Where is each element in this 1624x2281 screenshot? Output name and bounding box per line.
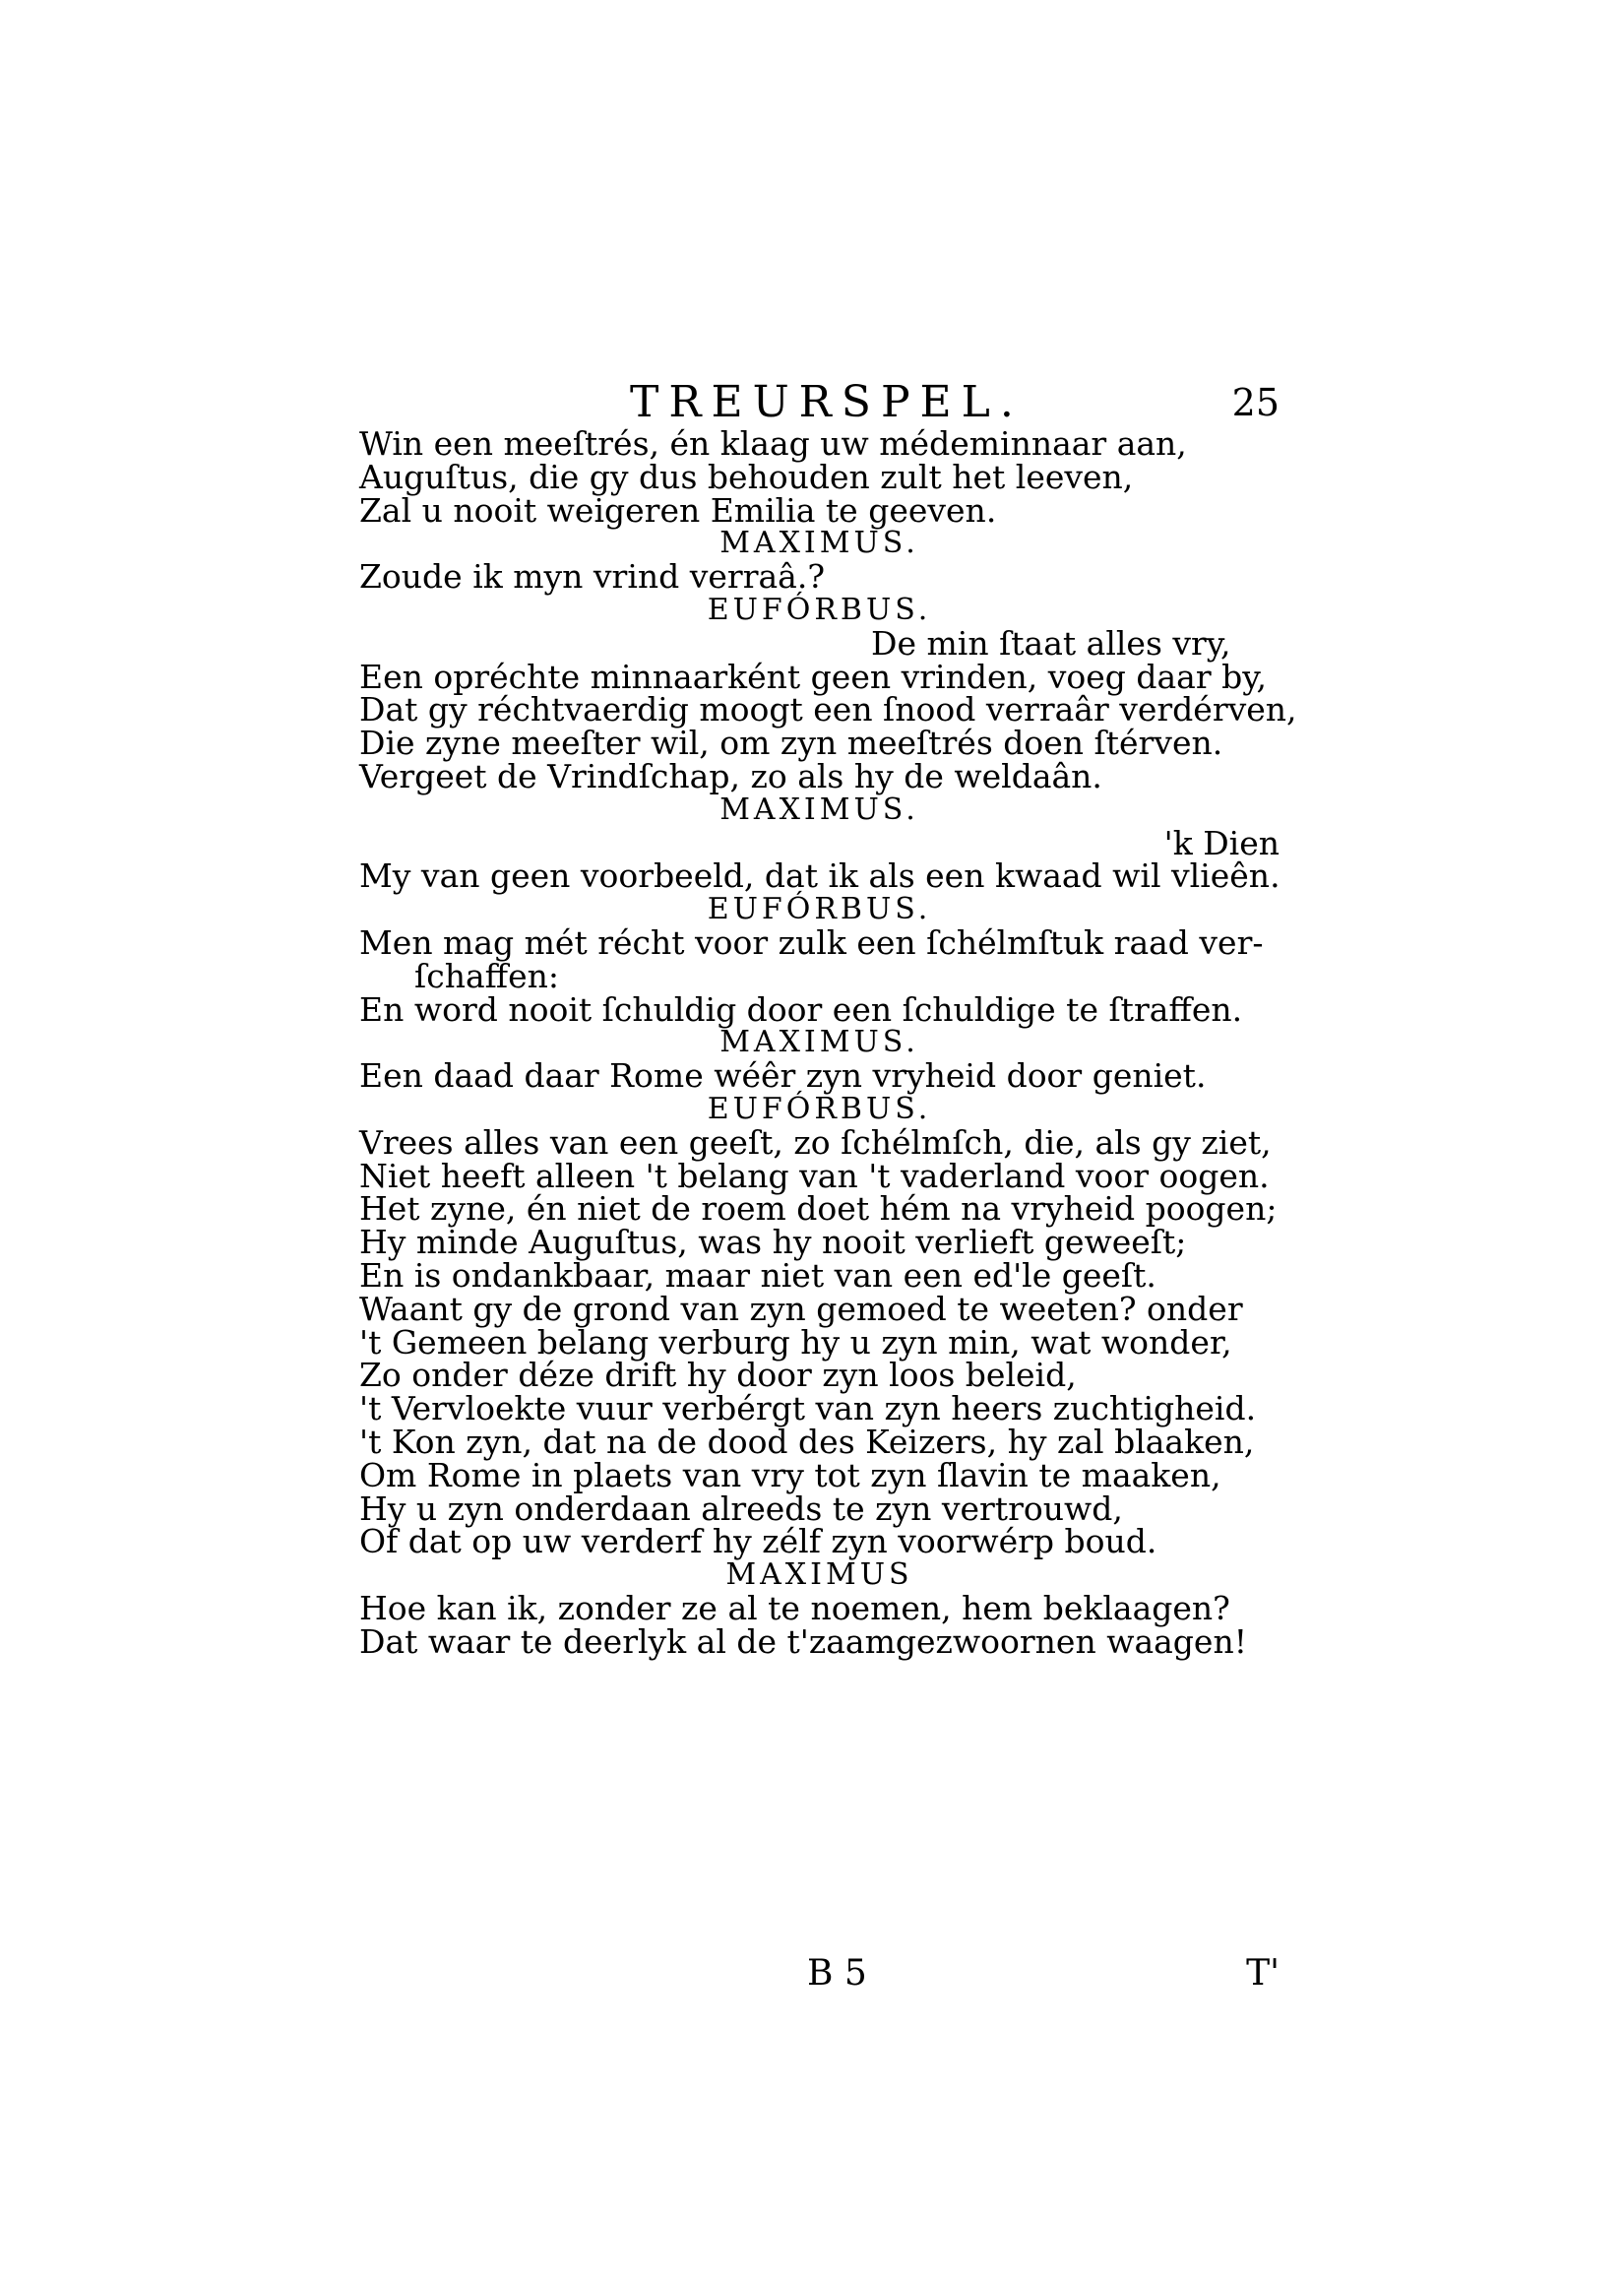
play-text	[359, 424, 1297, 1661]
verse-line: Men mag mét récht voor zulk een ſchélmſtuk raad ver-	[359, 922, 1264, 962]
verse-line: De min ſtaat alles vry,	[871, 623, 1231, 663]
verse-line: 'k Dien	[1163, 823, 1280, 862]
verse-line: Om Rome in plaets van vry tot zyn ſlavin te maaken,	[359, 1455, 1221, 1494]
verse-line: Of dat op uw verderf hy zélf zyn voorwérp boud.	[359, 1522, 1157, 1561]
verse-line: Zoude ik myn vrind verraâ.?	[359, 557, 826, 597]
verse-line: Dat waar te deerlyk al de t'zaamgezwoornen waagen!	[359, 1621, 1247, 1661]
speaker-name: MAXIMUS.	[719, 526, 919, 561]
verse-line: Vrees alles van een geeſt, zo ſchélmſch, die, als gy ziet,	[359, 1122, 1272, 1162]
verse-line: Waant gy de grond van zyn gemoed te weeten? onder	[359, 1289, 1243, 1328]
speaker-name: EUFÓRBUS.	[707, 592, 932, 627]
verse-line: Hoe kan ik, zonder ze al te noemen, hem beklaagen?	[359, 1588, 1230, 1627]
verse-line: Auguſtus, die gy dus behouden zult het leeven,	[359, 457, 1134, 496]
verse-line: En is ondankbaar, maar niet van een ed'le geeſt.	[359, 1255, 1156, 1295]
verse-line: En word nooit ſchuldig door een ſchuldige te ſtraffen.	[359, 989, 1243, 1029]
verse-line: Een daad daar Rome wéêr zyn vryheid door geniet.	[359, 1056, 1207, 1096]
running-title: TREURSPEL.	[630, 377, 1024, 427]
signature-mark: B 5	[807, 1953, 867, 1994]
verse-line: Die zyne meeſter wil, om zyn meeſtrés doen ſtérven.	[359, 724, 1223, 763]
page-footer	[359, 1949, 1280, 1998]
speaker-name: MAXIMUS.	[719, 1025, 919, 1060]
verse-line: ſchaffen:	[414, 956, 559, 995]
verse-line: Het zyne, én niet de roem doet hém na vryheid poogen;	[359, 1189, 1278, 1229]
page-number: 25	[1231, 381, 1280, 424]
speaker-name: EUFÓRBUS.	[707, 1091, 932, 1126]
speaker-name: MAXIMUS	[725, 1557, 913, 1593]
verse-line: 't Vervloekte vuur verbérgt van zyn heers zuchtigheid.	[359, 1389, 1257, 1428]
catchword: T'	[1246, 1953, 1280, 1994]
verse-line: Dat gy réchtvaerdig moogt een ſnood verraâr verdérven,	[359, 690, 1297, 729]
speaker-name: EUFÓRBUS.	[707, 892, 932, 927]
verse-line: Hy minde Auguſtus, was hy nooit verlieft geweeſt;	[359, 1223, 1187, 1262]
verse-line: 't Gemeen belang verburg hy u zyn min, wat wonder,	[359, 1322, 1232, 1362]
verse-line: My van geen voorbeeld, dat ik als een kwaad wil vlieên.	[359, 856, 1280, 896]
verse-line: Hy u zyn onderdaan alreeds te zyn vertrouwd,	[359, 1489, 1123, 1528]
verse-line: Vergeet de Vrindſchap, zo als hy de weldaân.	[359, 756, 1102, 795]
verse-line: Zal u nooit weigeren Emilia te geeven.	[359, 490, 997, 530]
verse-line: Niet heeft alleen 't belang van 't vaderland voor oogen.	[359, 1156, 1270, 1195]
verse-line: Zo onder déze drift hy door zyn loos beleid,	[359, 1356, 1077, 1395]
verse-line: Een opréchte minnaarként geen vrinden, voeg daar by,	[359, 657, 1267, 696]
speaker-name: MAXIMUS.	[719, 792, 919, 827]
verse-line: Win een meeſtrés, én klaag uw médeminnaar aan,	[359, 424, 1187, 463]
verse-line: 't Kon zyn, dat na de dood des Keizers, hy zal blaaken,	[359, 1422, 1255, 1461]
